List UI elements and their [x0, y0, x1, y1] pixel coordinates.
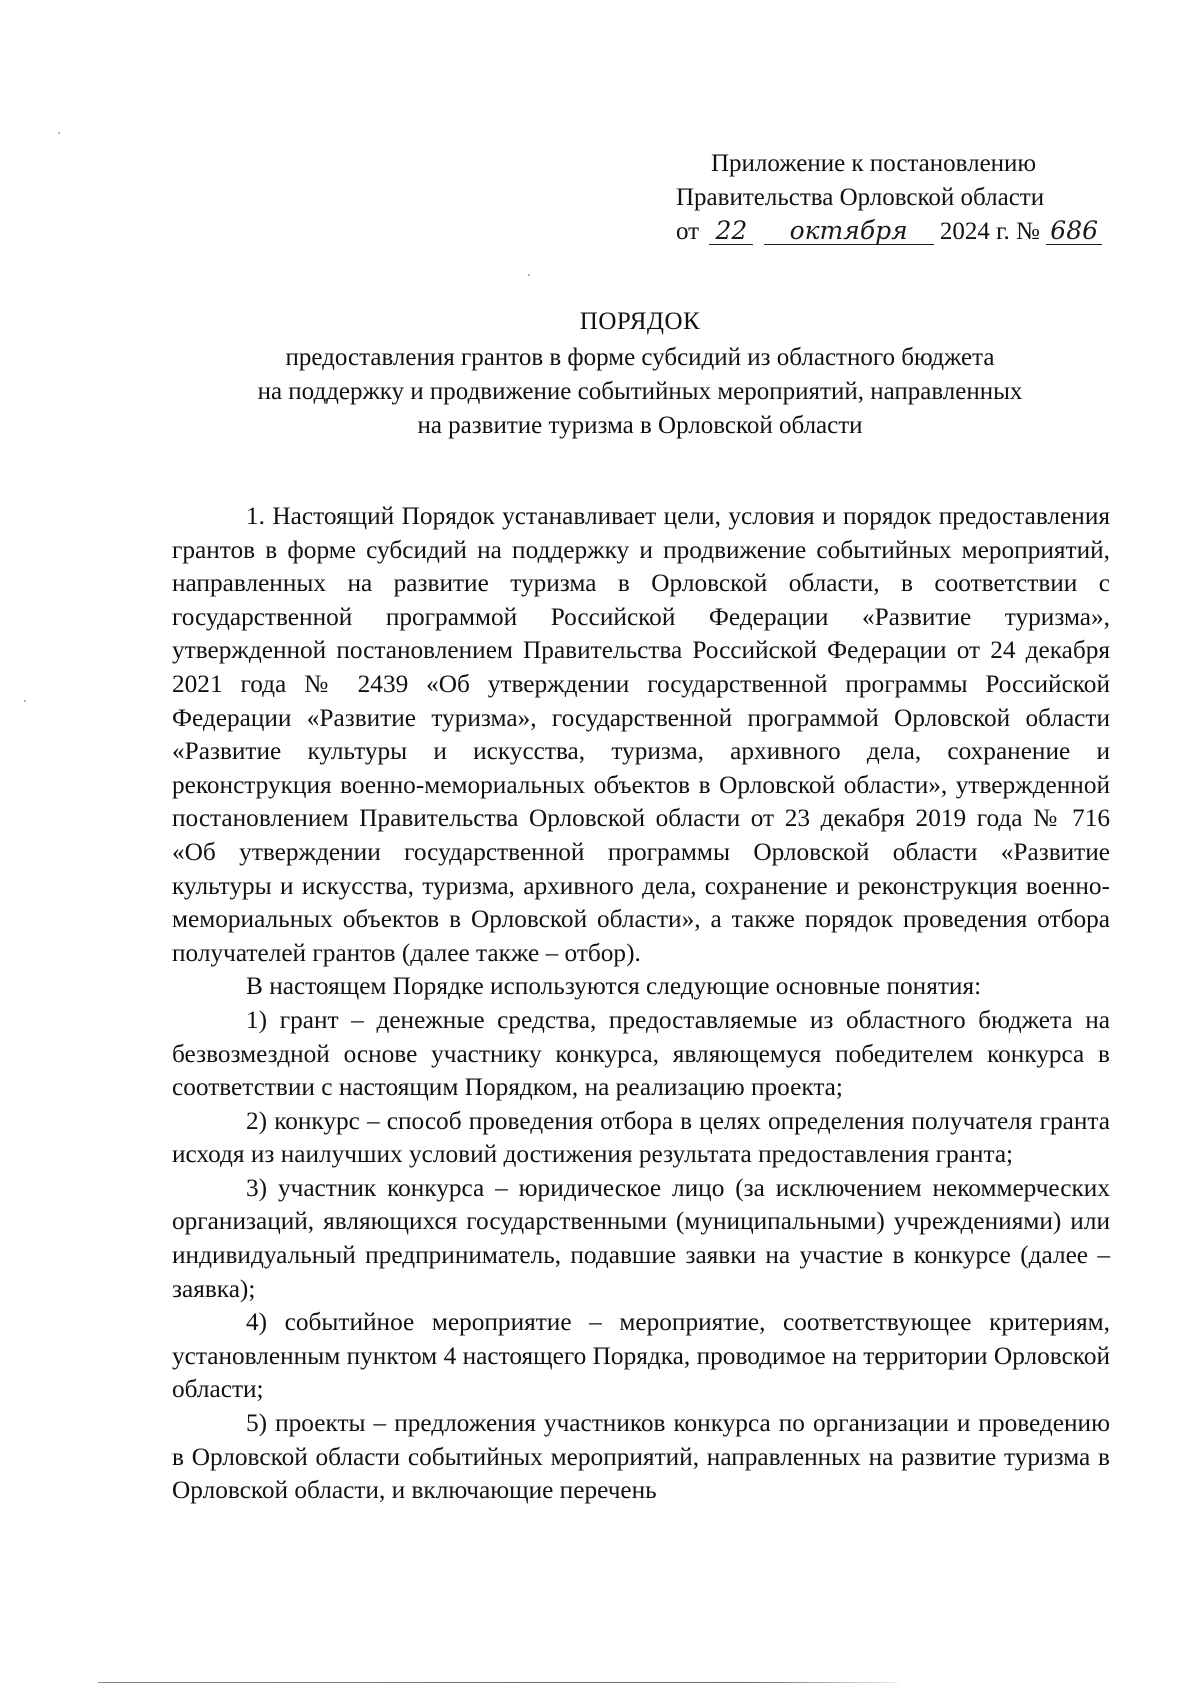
paragraph-definitions-intro: В настоящем Порядке используются следующие основные понятия:: [246, 972, 982, 1001]
date-prefix: от: [676, 218, 700, 245]
appendix-line-2: Правительства Орловской области: [676, 184, 1045, 211]
date-month-handwritten: октября: [764, 218, 934, 245]
definition-grant: 1) грант – денежные средства, предоставляемые из областного бюджета на безвозмездной основе участнику конкурса, являющемуся победителем конкурса в соответствии с настоящим Порядком, на реализацию проекта;: [172, 1005, 1110, 1102]
document-title-block: [170, 305, 1110, 443]
appendix-block: [676, 147, 1116, 249]
date-year: 2024 г. №: [939, 218, 1040, 245]
scan-speck: [24, 700, 26, 702]
appendix-date-line: [676, 215, 1116, 249]
document-number-handwritten: 686: [1046, 218, 1102, 245]
definition-projects: 5) проекты – предложения участников конкурса по организации и проведению в Орловской области событийных мероприятий, направленных на развитие туризма в Орловской области, и включающие перечень: [172, 1409, 1110, 1505]
paragraph-1: 1. Настоящий Порядок устанавливает цели, условия и порядок предоставления грантов в форме субсидий на поддержку и продвижение событийных мероприятий, направленных на развитие туризма в Орловской области, в соответствии с государственной программой Российской Федерации «Развитие туризма», утвержденной постановлением Правительства Российской Федерации от 24 декабря 2021 года № 2439 «Об утверждении государственной программы Российской Федерации «Развитие туризма», государственной программой Орловской области «Развитие культуры и искусства, туризма, архивного дела, сохранение и реконструкция военно-мемориальных объектов в Орловской области», утвержденной постановлением Правительства Орловской области от 23 декабря 2019 года № 716 «Об утверждении государственной программы Орловской области «Развитие культуры и искусства, туризма, архивного дела, сохранение и реконструкция военно-мемориальных объектов в Орловской области», а также порядок проведения отбора получателей грантов (далее также – отбор).: [172, 502, 1110, 967]
date-day-handwritten: 22: [709, 218, 753, 245]
scan-speck: [528, 274, 530, 276]
appendix-line-1: Приложение к постановлению: [711, 150, 1037, 177]
definition-event: 4) событийное мероприятие – мероприятие, соответствующее критериям, установленным пунктом 4 настоящего Порядка, проводимое на территории Орловской области;: [172, 1308, 1110, 1404]
document-subtitle-line-2: на поддержку и продвижение событийных мероприятий, направленных: [257, 378, 1023, 405]
document-subtitle-line-1: предоставления грантов в форме субсидий из областного бюджета: [285, 344, 995, 371]
page-bottom-edge-line: [98, 1682, 898, 1683]
definition-participant: 3) участник конкурса – юридическое лицо (за исключением некоммерческих организаций, являющихся государственными (муниципальными) учреждениями) или индивидуальный предприниматель, подавшие заявки на участие в конкурсе (далее – заявка);: [172, 1173, 1110, 1303]
document-subtitle-line-3: на развитие туризма в Орловской области: [417, 412, 863, 439]
document-heading: ПОРЯДОК: [579, 308, 701, 335]
document-body: [172, 500, 1110, 1508]
definition-contest: 2) конкурс – способ проведения отбора в целях определения получателя гранта исходя из наилучших условий достижения результата предоставления гранта;: [172, 1106, 1110, 1169]
scan-speck: [58, 132, 60, 134]
